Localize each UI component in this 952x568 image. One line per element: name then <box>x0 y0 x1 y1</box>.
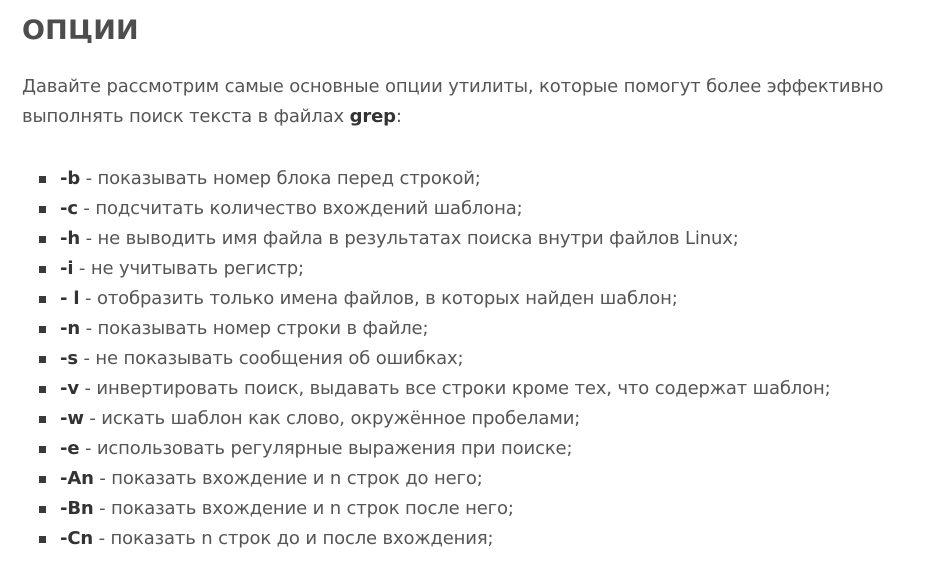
option-description: - инвертировать поиск, выдавать все строки кроме тех, что содержат шаблон; <box>78 378 831 399</box>
option-item-w <box>22 404 930 434</box>
option-item-c <box>22 194 930 224</box>
grep-command: grep <box>349 106 396 127</box>
option-flag: -n <box>60 318 80 339</box>
option-flag: -c <box>60 198 78 219</box>
intro-text: Давайте рассмотрим самые основные опции утилиты, которые помогут более эффективно выполнять поиск текста в файлах <box>22 76 884 127</box>
option-flag: -w <box>60 408 84 429</box>
option-item-b <box>22 164 930 194</box>
option-item-cn <box>22 524 930 554</box>
option-item-an <box>22 464 930 494</box>
bullet-icon <box>39 536 46 543</box>
option-description: - показать вхождение и n строк до него; <box>93 468 483 489</box>
option-item-v <box>22 374 930 404</box>
option-item-n <box>22 314 930 344</box>
option-description: - показывать номер блока перед строкой; <box>80 168 481 189</box>
options-list <box>22 164 930 554</box>
bullet-icon <box>39 266 46 273</box>
option-flag: -b <box>60 168 81 189</box>
option-flag: -Bn <box>60 498 94 519</box>
option-item-h <box>22 224 930 254</box>
option-flag: -h <box>60 228 80 249</box>
bullet-icon <box>39 176 46 183</box>
section-heading: ОПЦИИ <box>22 15 139 46</box>
option-flag: -Cn <box>60 528 94 549</box>
bullet-icon <box>39 236 46 243</box>
bullet-icon <box>39 356 46 363</box>
option-description: - искать шаблон как слово, окружённое пробелами; <box>83 408 581 429</box>
intro-suffix: : <box>395 106 402 127</box>
option-description: - показывать номер строки в файле; <box>80 318 429 339</box>
option-description: - отобразить только имена файлов, в которых найден шаблон; <box>79 288 678 309</box>
bullet-icon <box>39 416 46 423</box>
bullet-icon <box>39 506 46 513</box>
option-item-e <box>22 434 930 464</box>
option-item-l <box>22 284 930 314</box>
option-description: - не выводить имя файла в результатах поиска внутри файлов Linux; <box>80 228 739 249</box>
option-flag: -An <box>60 468 94 489</box>
option-flag: -e <box>60 438 80 459</box>
option-item-i <box>22 254 930 284</box>
option-flag: -v <box>60 378 79 399</box>
option-description: - использовать регулярные выражения при поиске; <box>79 438 573 459</box>
intro-paragraph <box>22 72 930 132</box>
option-flag: - l <box>60 288 80 309</box>
option-description: - не показывать сообщения об ошибках; <box>77 348 464 369</box>
option-item-bn <box>22 494 930 524</box>
option-flag: -i <box>60 258 74 279</box>
bullet-icon <box>39 446 46 453</box>
bullet-icon <box>39 206 46 213</box>
option-description: - не учитывать регистр; <box>73 258 304 279</box>
option-description: - показать вхождение и n строк после него; <box>93 498 514 519</box>
option-description: - подсчитать количество вхождений шаблона; <box>77 198 523 219</box>
option-description: - показать n строк до и после вхождения; <box>93 528 494 549</box>
bullet-icon <box>39 296 46 303</box>
bullet-icon <box>39 326 46 333</box>
bullet-icon <box>39 386 46 393</box>
option-item-s <box>22 344 930 374</box>
option-flag: -s <box>60 348 78 369</box>
bullet-icon <box>39 476 46 483</box>
